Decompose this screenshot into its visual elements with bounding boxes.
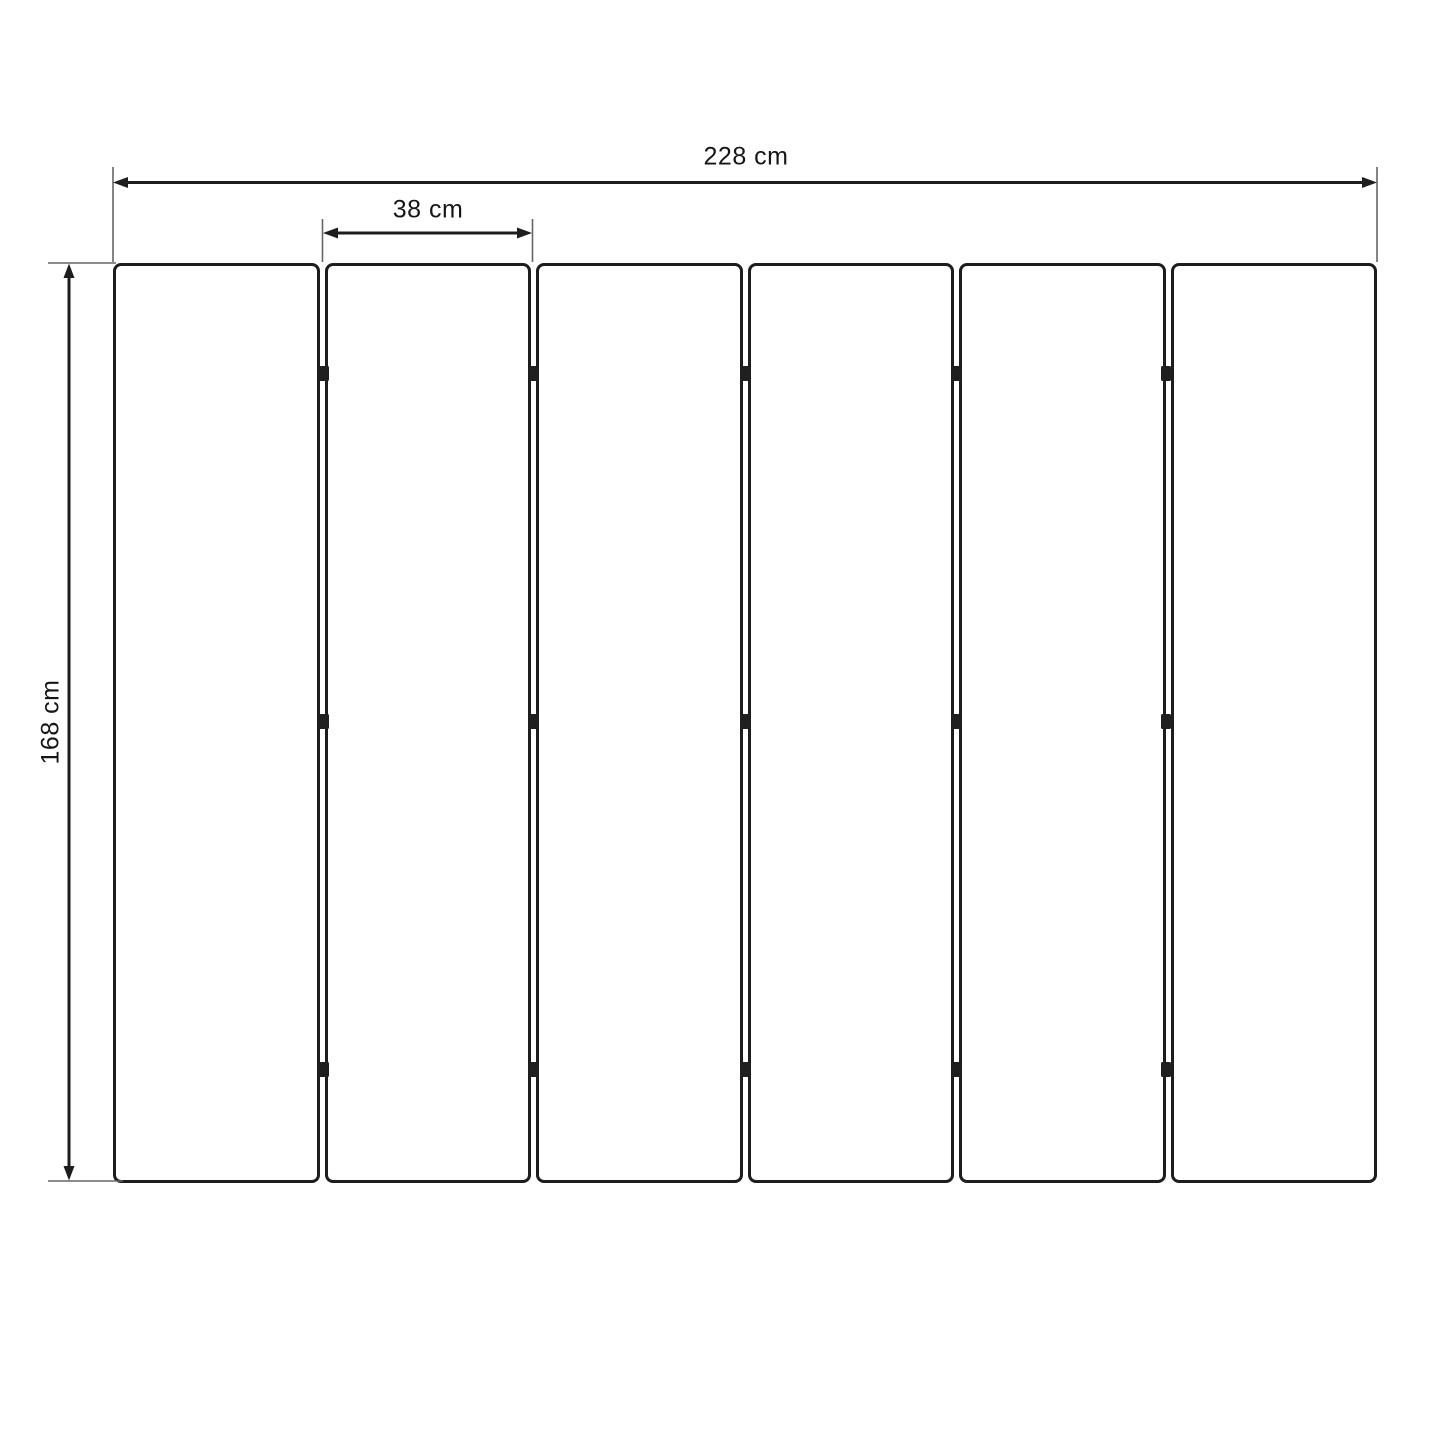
arrowhead-left-icon	[113, 177, 128, 188]
panel-3	[536, 263, 743, 1183]
panel-1	[113, 263, 320, 1183]
height-label: 168 cm	[36, 679, 65, 765]
arrowhead-right-icon	[517, 228, 532, 239]
hinge-joint4-top	[951, 366, 961, 381]
hinge-joint1-top	[319, 366, 329, 381]
panel-width-label: 38 cm	[392, 195, 464, 224]
hinge-joint2-middle	[529, 714, 539, 729]
hinge-joint2-bottom	[529, 1062, 539, 1077]
hinge-joint1-middle	[319, 714, 329, 729]
arrowhead-up-icon	[64, 264, 75, 279]
hinge-joint4-middle	[951, 714, 961, 729]
total-width-label: 228 cm	[703, 142, 789, 171]
hinge-joint2-top	[529, 366, 539, 381]
arrowhead-right-icon	[1362, 177, 1377, 188]
hinge-joint3-middle	[740, 714, 750, 729]
panel-6	[1171, 263, 1378, 1183]
arrowhead-left-icon	[323, 228, 338, 239]
panel-5	[959, 263, 1166, 1183]
hinge-joint4-bottom	[951, 1062, 961, 1077]
hinge-joint3-bottom	[740, 1062, 750, 1077]
panel-4	[748, 263, 955, 1183]
hinge-joint5-bottom	[1161, 1062, 1171, 1077]
hinge-joint3-top	[740, 366, 750, 381]
panel-2	[325, 263, 532, 1183]
arrowhead-down-icon	[64, 1166, 75, 1181]
hinge-joint5-top	[1161, 366, 1171, 381]
hinge-joint1-bottom	[319, 1062, 329, 1077]
hinge-joint5-middle	[1161, 714, 1171, 729]
